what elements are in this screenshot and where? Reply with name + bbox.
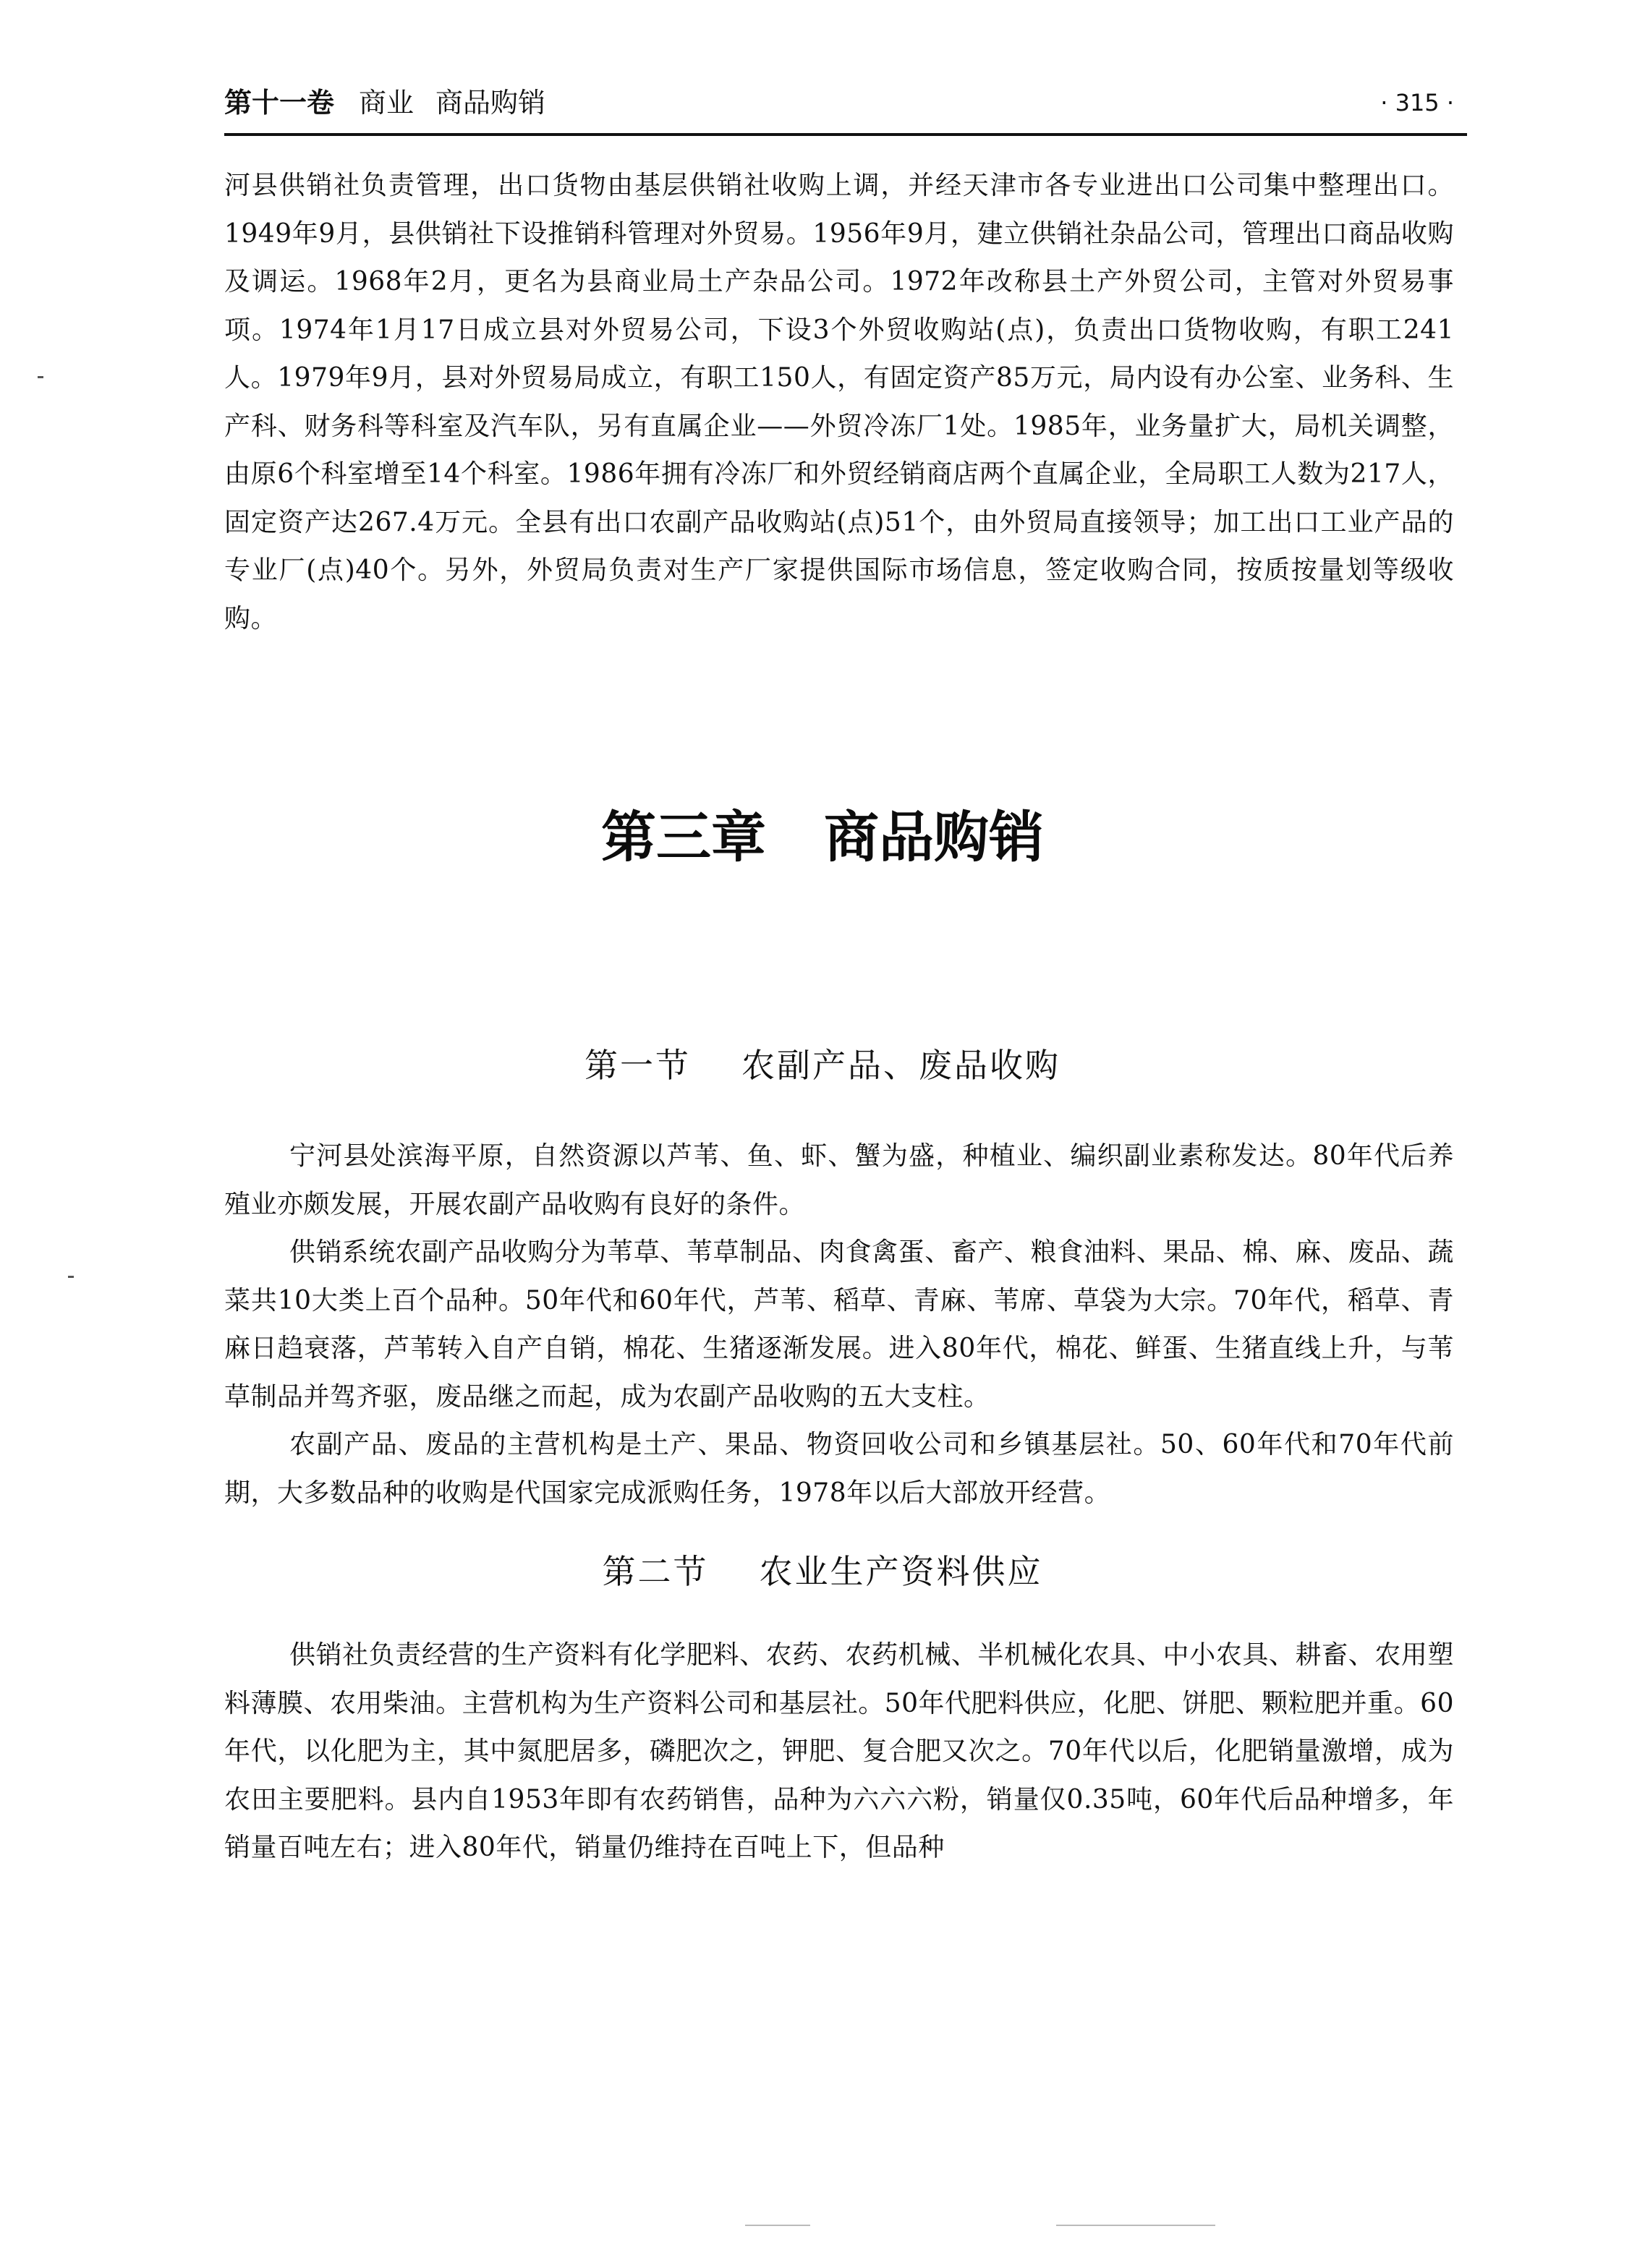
- section-2-paragraph: 供销社负责经营的生产资料有化学肥料、农药、农药机械、半机械化农具、中小农具、耕畜、农用塑料薄膜、农用柴油。主营机构为生产资料公司和基层社。50年代肥料供应，化肥、饼肥、颗粒肥并重。60年代，以化肥为主，其中氮肥居多，磷肥次之，钾肥、复合肥又次之。70年代以后，化肥销量激增，成为农田主要肥料。县内自1953年即有农药销售，品种为六六六粉，销量仅0.35吨，60年代后品种增多，年销量百吨左右；进入80年代，销量仍维持在百吨上下，但品种: [224, 1640, 1454, 1862]
- section-1-body: [224, 1133, 1454, 1517]
- section-1-paragraph: 农副产品、废品的主营机构是土产、果品、物资回收公司和乡镇基层社。50、60年代和70年代前期，大多数品种的收购是代国家完成派购任务，1978年以后大部放开经营。: [224, 1430, 1454, 1508]
- header-category: 商业: [359, 87, 415, 119]
- header-title: [224, 81, 545, 124]
- scan-speck: [68, 1276, 74, 1278]
- section-2-number: 第二节: [602, 1552, 709, 1591]
- scan-speck: [1056, 2225, 1215, 2226]
- section-2-heading: [0, 1546, 1645, 1597]
- header-divider: [224, 133, 1467, 136]
- section-2-title: 农业生产资料供应: [759, 1552, 1043, 1591]
- intro-paragraph: 河县供销社负责管理，出口货物由基层供销社收购上调，并经天津市各专业进出口公司集中整理出口。1949年9月，县供销社下设推销科管理对外贸易。1956年9月，建立供销社杂品公司，管理出口商品收购及调运。1968年2月，更名为县商业局土产杂品公司。1972年改称县土产外贸公司，主管对外贸易事项。1974年1月17日成立县对外贸易公司，下设3个外贸收购站(点)，负责出口货物收购，有职工241人。1979年9月，县对外贸易局成立，有职工150人，有固定资产85万元，局内设有办公室、业务科、生产科、财务科等科室及汽车队，另有直属企业——外贸冷冻厂1处。1985年，业务量扩大，局机关调整，由原6个科室增至14个科室。1986年拥有冷冻厂和外贸经销商店两个直属企业，全局职工人数为217人，固定资产达267.4万元。全县有出口农副产品收购站(点)51个，由外贸局直接领导；加工出口工业产品的专业厂(点)40个。另外，外贸局负责对生产厂家提供国际市场信息，签定收购合同，按质按量划等级收购。: [224, 171, 1454, 634]
- header-topic: 商品购销: [435, 87, 546, 119]
- section-1-number: 第一节: [585, 1046, 691, 1085]
- chapter-number: 第三章: [601, 805, 766, 869]
- header-volume: 第十一卷: [224, 87, 335, 119]
- scan-speck: [745, 2225, 810, 2226]
- chapter-heading: [0, 801, 1645, 874]
- section-1-paragraph: 宁河县处滨海平原，自然资源以芦苇、鱼、虾、蟹为盛，种植业、编织副业素称发达。80年代后养殖业亦颇发展，开展农副产品收购有良好的条件。: [224, 1141, 1454, 1219]
- chapter-title: 商品购销: [824, 805, 1044, 869]
- section-1-heading: [0, 1040, 1645, 1091]
- scan-speck: [38, 376, 43, 378]
- section-1-title: 农副产品、废品收购: [741, 1046, 1060, 1085]
- section-2-body: [224, 1632, 1454, 1872]
- intro-block: [224, 162, 1454, 643]
- page-number: · 315 ·: [1380, 89, 1454, 116]
- section-1-paragraph: 供销系统农副产品收购分为苇草、苇草制品、肉食禽蛋、畜产、粮食油料、果品、棉、麻、废品、蔬菜共10大类上百个品种。50年代和60年代，芦苇、稻草、青麻、苇席、草袋为大宗。70年代，稻草、青麻日趋衰落，芦苇转入自产自销，棉花、生猪逐渐发展。进入80年代，棉花、鲜蛋、生猪直线上升，与苇草制品并驾齐驱，废品继之而起，成为农副产品收购的五大支柱。: [224, 1237, 1454, 1412]
- running-header: [224, 81, 1454, 124]
